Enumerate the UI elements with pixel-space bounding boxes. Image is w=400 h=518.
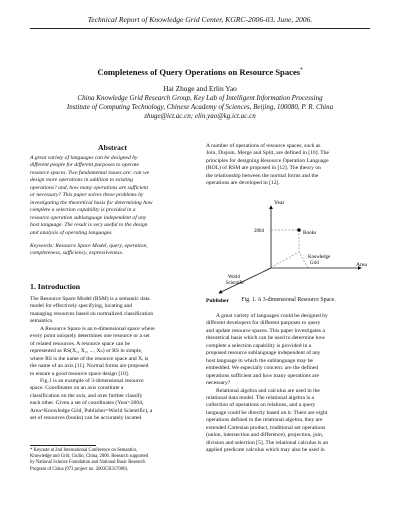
abstract-line: complete a selection capability is provided in a: [30, 207, 136, 214]
keywords: [30, 243, 195, 258]
footnote-line: * Keynote at 2nd International Conference on Semantics,: [30, 448, 138, 453]
paper-title: [0, 67, 400, 77]
right-body-line: (union, intersection and difference), projection, join,: [206, 432, 324, 439]
abstract-line: host language. The result is very useful to the design: [30, 222, 148, 229]
right-body-line: relational data model. The relational algebra is a: [206, 394, 314, 401]
abstract-line: resource operation sublanguage independent of any: [30, 214, 147, 221]
publisher-axis-label: Publisher: [206, 298, 230, 304]
intro-line: Area=Knowledge Grid, Publisher=World Scientific), a: [30, 407, 153, 414]
right-intro-line: the relationship between the normal forms and the: [206, 172, 319, 179]
affiliation-line-1: China Knowledge Grid Research Group, Key Lab of Intelligent Information Processing: [77, 94, 323, 102]
authors: Hai Zhuge and Erlin Yao: [163, 84, 237, 93]
right-intro: [206, 143, 371, 188]
right-body-line: A great variety of languages could be designed by: [216, 313, 328, 319]
intro-line: The Resource Space Model (RSM) is a semantic data: [30, 296, 150, 302]
right-body-line: operations defined in the relational algebra, they are: [206, 417, 323, 424]
right-body-line: different developers for different purposes to query: [206, 320, 321, 327]
intro-line: A Resource Space is an n-dimensional space where: [40, 325, 155, 332]
right-body-line: collection of operations on relations, and a query: [206, 402, 316, 409]
footnote-line: by National Science Foundation and National Basic Research: [30, 460, 146, 466]
right-intro-line: Join, Disjoin, Merge and Split, are defined in [10]. The: [206, 150, 329, 157]
footnote: [30, 448, 195, 473]
email-line: zhuge@ict.ac.cn; elin.yao@kg.ict.ac.cn: [144, 112, 256, 120]
right-body-line: complete a selection capability is provided in a: [206, 342, 312, 349]
title-footnote-mark: *: [300, 68, 303, 74]
header-rule: [30, 28, 370, 29]
abstract-line: or necessary? This paper solves these problems by: [30, 192, 144, 199]
intro-heading: 1. Introduction: [30, 282, 81, 291]
area-guide: [299, 252, 308, 268]
area-tick-label-1: Knowledge: [308, 255, 331, 260]
right-body-line: extended Cartesian product, traditional set operations: [206, 424, 326, 431]
abstract-line: operations? and, how many operations are sufficient: [30, 184, 149, 191]
right-body-line: host language in which the sublanguage may be: [206, 357, 314, 364]
abstract-line: resource spaces. Two fundamental issues are: can we: [30, 169, 150, 176]
right-body-line: necessary?: [206, 380, 231, 387]
intro-line: represented as RS(X₁, X₂, ..., Xₙ) or RS in simple,: [30, 348, 143, 355]
right-body: [206, 313, 371, 455]
right-body-paragraph: [206, 313, 371, 388]
intro-body: [30, 296, 195, 423]
keywords-line: completeness, sufficiency, expressiveness.: [30, 250, 124, 257]
right-body-line: language could be directly based on it. There are eight: [206, 409, 328, 416]
right-body-line: and update resource spaces. This paper investigates a: [206, 327, 325, 334]
intro-paragraph: [30, 296, 195, 326]
intro-paragraph: [30, 326, 195, 378]
title-text: Completeness of Query Operations on Resource Spaces: [97, 67, 301, 77]
abstract-body: [30, 155, 195, 237]
right-body-line: division and selection [5]. The relational calculus is an: [206, 439, 329, 446]
area-tick-label-2: Grid: [310, 261, 319, 266]
intro-line: space. Coordinates on an axis constitute a: [30, 385, 124, 392]
abstract-line: A great variety of languages can be designed by: [30, 155, 138, 161]
right-body-line: applied predicate calculus which may also be used in: [206, 447, 325, 454]
right-body-line: proposed resource sublanguage independent of any: [206, 350, 321, 357]
publisher-guide: [255, 252, 299, 276]
abstract-line: design more operations in addition to existing: [30, 177, 133, 184]
intro-line: model for effectively specifying, locating and: [30, 303, 133, 310]
year-axis-label: Year: [274, 200, 285, 206]
keywords-line: Keywords: Resource Space Model, query, operation,: [30, 243, 148, 249]
intro-line: the name of an axis [11]. Normal forms are proposed: [30, 363, 149, 370]
footnote-line: Knowledge and Grid, Guilin, China, 2006. Research supported: [30, 454, 149, 460]
right-body-line: embedded. We especially concern: are the defined: [206, 365, 319, 372]
affiliation-line-2: Institute of Computing Technology, Chinese Academy of Sciences, Beijing, 100080, P. R. China: [66, 103, 334, 111]
intro-line: classification on the axis, and axes further classify: [30, 392, 143, 399]
footnote-line: Program of China (973 project no. 2003CB317000).: [30, 466, 129, 472]
books-label: Books: [303, 230, 317, 236]
right-intro-line: A number of operations of resource spaces, such as: [206, 143, 321, 149]
books-point: [297, 228, 301, 232]
figure-caption: Fig. 1. A 3-dimensional Resource Space.: [241, 297, 336, 303]
footnote-rule: [30, 445, 96, 446]
right-body-line: theoretical basis which can be used to determine how: [206, 335, 326, 342]
right-body-paragraph: [206, 388, 371, 455]
intro-line: to ensure a good resource space design [10].: [30, 370, 130, 377]
abstract-line: different people for different purposes to operate: [30, 162, 139, 169]
publisher-tick-label-1: World: [228, 275, 240, 280]
right-body-line: operations sufficient and how many operations are: [206, 372, 319, 379]
intro-line: managing resources based on normalized classification: [30, 310, 154, 317]
right-intro-line: operations are developed in [12].: [206, 180, 280, 187]
abstract-line: investigating the theoretical basis for determining how: [30, 199, 153, 206]
abstract-line: and analysis of operating languages.: [30, 229, 113, 236]
right-body-line: Relational algebra and calculus are used in the: [216, 387, 320, 394]
intro-line: every point uniquely determines one resource or a set: [30, 333, 150, 340]
intro-line: set of resources (books) can be accurately located.: [30, 415, 143, 422]
intro-paragraph: [30, 378, 195, 423]
right-intro-line: (ROL) of RSM are proposed in [12]. The theory on: [206, 165, 321, 172]
publisher-tick-label-2: Scientific: [226, 281, 245, 286]
intro-line: each other. Given a set of coordinates (Year=2004,: [30, 400, 144, 407]
year-tick-label: 2004: [254, 229, 264, 234]
intro-line: where RS is the name of the resource space and Xᵢ is: [30, 355, 149, 362]
intro-line: Fig.1 is an example of 3-dimensional resource: [40, 377, 144, 384]
abstract-heading: Abstract: [97, 143, 127, 152]
resource-space-figure: [206, 196, 371, 304]
intro-line: semantics.: [30, 318, 54, 325]
intro-line: of related resources. A resource space can be: [30, 340, 131, 347]
area-axis-label: Area: [356, 262, 367, 268]
report-header: Technical Report of Knowledge Grid Center, KGRC-2006-03, June, 2006.: [87, 15, 313, 24]
right-intro-line: principles for designing Resource Operation Language: [206, 157, 329, 164]
